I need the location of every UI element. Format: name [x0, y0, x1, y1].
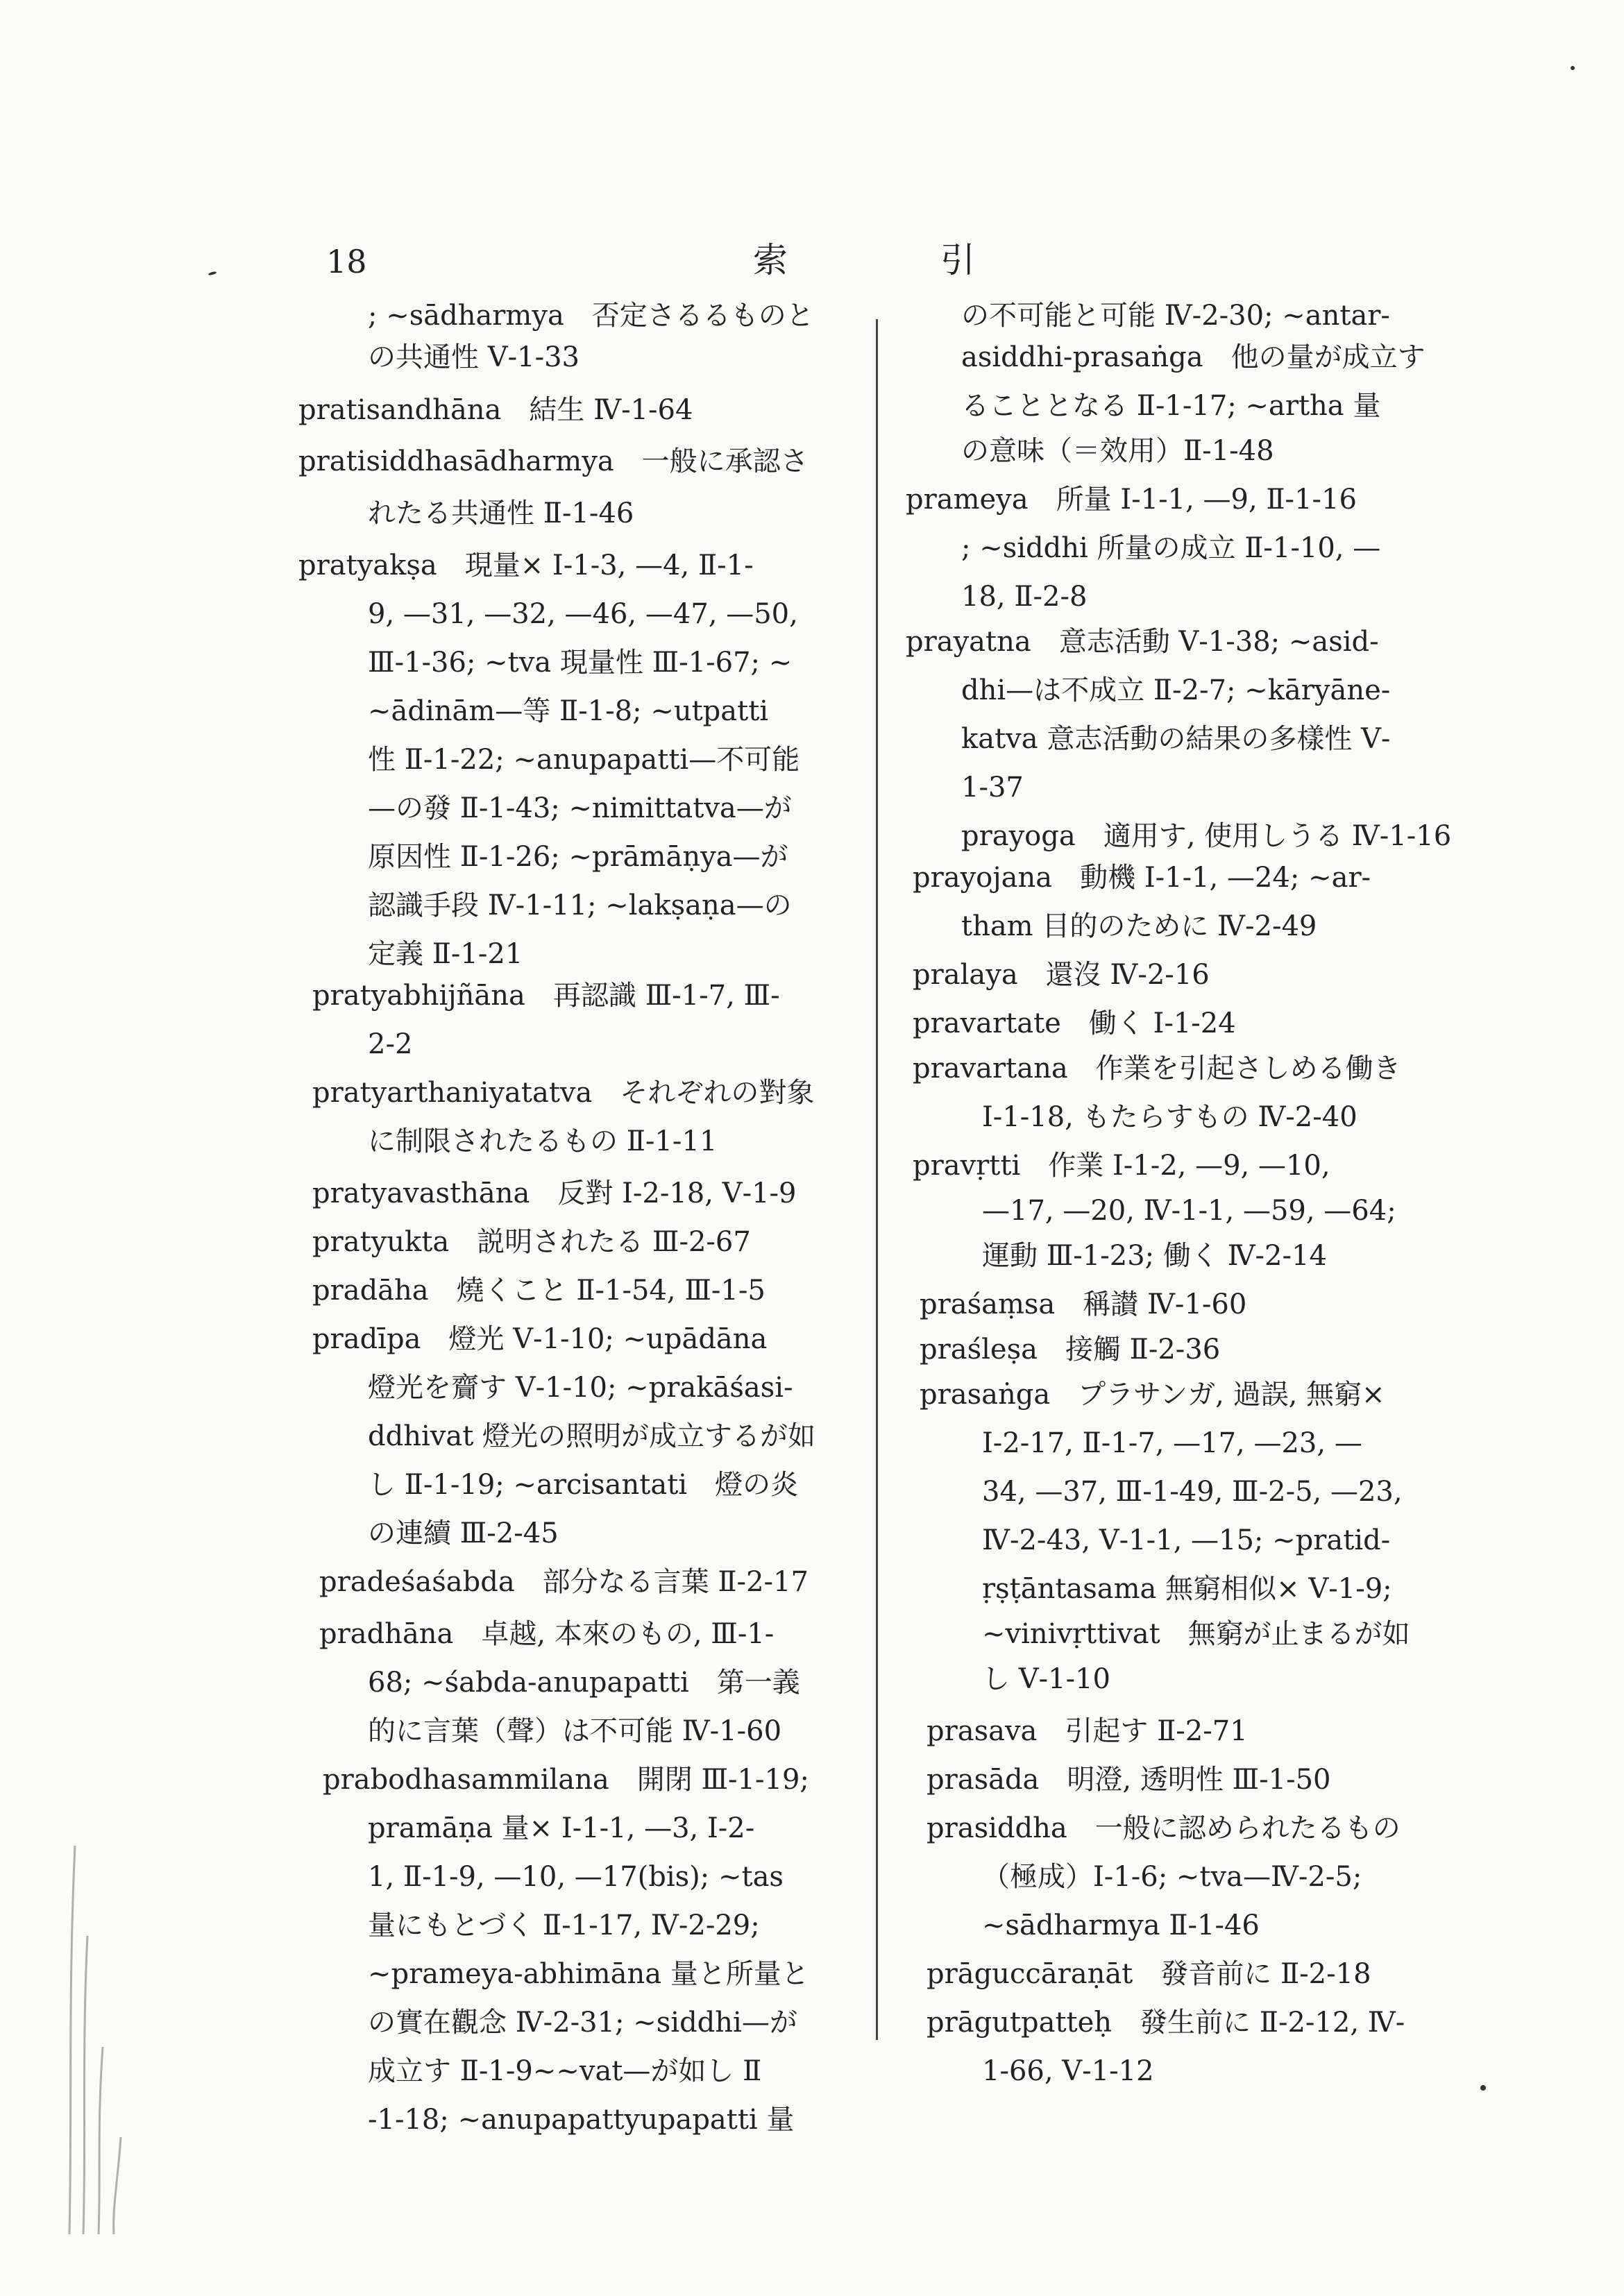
index-entry-line: 34, —37, Ⅲ-1-49, Ⅲ-2-5, —23, — [982, 1476, 1403, 1508]
index-entry-line: pratyakṣa 現量× Ⅰ-1-3, —4, Ⅱ-1- — [298, 550, 754, 581]
index-entry-line: pradhāna 卓越, 本來のもの, Ⅲ-1- — [319, 1618, 775, 1650]
index-entry-line: ることとなる Ⅱ-1-17; ~artha 量 — [961, 390, 1381, 422]
index-entry-line: tham 目的のために Ⅳ-2-49 — [961, 910, 1317, 942]
index-entry-line: 認識手段 Ⅳ-1-11; ~lakṣaṇa—の — [368, 890, 792, 921]
index-entry-line: prasāda 明澄, 透明性 Ⅲ-1-50 — [927, 1764, 1331, 1796]
index-entry-line: pratyukta 説明されたる Ⅲ-2-67 — [312, 1226, 751, 1258]
index-entry-line: Ⅰ-2-17, Ⅱ-1-7, —17, —23, — — [982, 1427, 1362, 1459]
index-entry-line: ṛṣṭāntasama 無窮相似× Ⅴ-1-9; — [982, 1573, 1392, 1605]
index-entry-line: ; ~sādharmya 否定さるるものと — [368, 300, 814, 332]
index-entry-line: pravṛtti 作業 Ⅰ-1-2, —9, —10, — [913, 1150, 1330, 1182]
scan-speck — [1571, 66, 1575, 70]
index-entry-line: prayojana 動機 Ⅰ-1-1, —24; ~ar- — [913, 862, 1371, 894]
index-entry-line: -1-18; ~anupapattyupapatti 量 — [368, 2104, 795, 2136]
index-entry-line: 68; ~śabda-anupapatti 第一義 — [368, 1667, 800, 1699]
index-entry-line: pramāṇa 量× Ⅰ-1-1, —3, Ⅰ-2- — [368, 1812, 755, 1844]
index-entry-line: Ⅲ-1-36; ~tva 現量性 Ⅲ-1-67; ~ — [368, 647, 793, 679]
index-entry-line: prayoga 適用す, 使用しうる Ⅳ-1-16 — [961, 820, 1452, 852]
index-entry-line: （極成）Ⅰ-1-6; ~tva—Ⅳ-2-5; — [982, 1861, 1362, 1893]
index-entry-line: 1, Ⅱ-1-9, —10, —17(bis); ~tas — [368, 1861, 784, 1893]
index-entry-line: prāgutpatteḥ 發生前に Ⅱ-2-12, Ⅳ- — [927, 2007, 1405, 2039]
index-entry-line: pratisiddhasādharmya 一般に承認さ — [298, 445, 809, 477]
page-number: 18 — [326, 243, 367, 280]
index-entry-line: ; ~siddhi 所量の成立 Ⅱ-1-10, — — [961, 532, 1381, 564]
index-entry-line: の連續 Ⅲ-2-45 — [368, 1517, 559, 1549]
scan-speck — [208, 271, 217, 276]
index-entry-line: —17, —20, Ⅳ-1-1, —59, —64; — [982, 1195, 1396, 1227]
index-entry-line: ~prameya-abhimāna 量と所量と — [368, 1958, 809, 1990]
index-entry-line: 2-2 — [368, 1028, 413, 1060]
index-entry-line: pradāha 燒くこと Ⅱ-1-54, Ⅲ-1-5 — [312, 1275, 766, 1307]
index-entry-line: pratyabhijñāna 再認識 Ⅲ-1-7, Ⅲ- — [312, 980, 780, 1012]
index-entry-line: praśleṣa 接觸 Ⅱ-2-36 — [920, 1334, 1221, 1366]
scan-binding-shadow — [62, 1818, 139, 2234]
index-entry-line: ddhivat 燈光の照明が成立するが如 — [368, 1420, 815, 1452]
index-entry-line: prayatna 意志活動 Ⅴ-1-38; ~asid- — [906, 626, 1379, 658]
index-entry-line: の共通性 Ⅴ-1-33 — [368, 341, 580, 373]
index-entry-line: prameya 所量 Ⅰ-1-1, —9, Ⅱ-1-16 — [906, 484, 1357, 516]
running-header-index: 索 — [753, 240, 788, 280]
index-entry-line: pratisandhāna 結生 Ⅳ-1-64 — [298, 394, 693, 426]
index-entry-line: 燈光を齎す Ⅴ-1-10; ~prakāśasi- — [368, 1372, 793, 1404]
index-entry-line: dhi—は不成立 Ⅱ-2-7; ~kāryāne- — [961, 674, 1391, 706]
index-entry-line: pravartana 作業を引起さしめる働き — [913, 1053, 1401, 1085]
index-entry-line: pratyarthaniyatatva それぞれの對象 — [312, 1077, 815, 1109]
index-entry-line: Ⅳ-2-43, Ⅴ-1-1, —15; ~pratid- — [982, 1524, 1391, 1556]
index-entry-line: pravartate 働く Ⅰ-1-24 — [913, 1007, 1236, 1039]
index-entry-line: pradeśaśabda 部分なる言葉 Ⅱ-2-17 — [319, 1566, 809, 1598]
index-entry-line: 成立す Ⅱ-1-9~~vat—が如し Ⅱ — [368, 2055, 762, 2087]
index-entry-line: 性 Ⅱ-1-22; ~anupapatti—不可能 — [368, 744, 800, 776]
index-entry-line: ~ādinām—等 Ⅱ-1-8; ~utpatti — [368, 695, 769, 727]
index-entry-line: ~vinivṛttivat 無窮が止まるが如 — [982, 1618, 1410, 1650]
index-entry-line: prabodhasammilana 開閉 Ⅲ-1-19; — [323, 1764, 809, 1796]
index-entry-line: 18, Ⅱ-2-8 — [961, 581, 1088, 613]
index-entry-line: 的に言葉（聲）は不可能 Ⅳ-1-60 — [368, 1715, 782, 1747]
index-entry-line: 原因性 Ⅱ-1-26; ~prāmāṇya—が — [368, 841, 788, 873]
index-entry-line: の實在觀念 Ⅳ-2-31; ~siddhi—が — [368, 2007, 797, 2039]
column-divider — [876, 319, 878, 2040]
index-entry-line: pratyavasthāna 反對 Ⅰ-2-18, Ⅴ-1-9 — [312, 1177, 797, 1209]
index-entry-line: し Ⅴ-1-10 — [982, 1663, 1110, 1695]
index-entry-line: katva 意志活動の結果の多樣性 Ⅴ- — [961, 723, 1391, 755]
index-entry-line: 定義 Ⅱ-1-21 — [368, 938, 523, 970]
index-entry-line: 1-66, Ⅴ-1-12 — [982, 2055, 1154, 2087]
index-entry-line: pralaya 還沒 Ⅳ-2-16 — [913, 959, 1210, 991]
index-entry-line: prasaṅga プラサンガ, 過誤, 無窮× — [920, 1379, 1385, 1411]
index-entry-line: 9, —31, —32, —46, —47, —50, — [368, 598, 798, 630]
index-entry-line: asiddhi-prasaṅga 他の量が成立す — [961, 341, 1426, 373]
index-entry-line: prasava 引起す Ⅱ-2-71 — [927, 1715, 1248, 1747]
index-entry-line: の不可能と可能 Ⅳ-2-30; ~antar- — [961, 300, 1390, 332]
index-entry-line: ~sādharmya Ⅱ-1-46 — [982, 1910, 1260, 1941]
index-entry-line: し Ⅱ-1-19; ~arcisantati 燈の炎 — [368, 1469, 799, 1501]
running-header-index-second: 引 — [940, 240, 975, 280]
index-entry-line: 量にもとづく Ⅱ-1-17, Ⅳ-2-29; — [368, 1910, 760, 1941]
index-entry-line: Ⅰ-1-18, もたらすもの Ⅳ-2-40 — [982, 1101, 1357, 1133]
index-entry-line: の意味（＝效用）Ⅱ-1-48 — [961, 435, 1274, 467]
index-entry-line: prasiddha 一般に認められたるもの — [927, 1812, 1401, 1844]
index-entry-line: 1-37 — [961, 772, 1024, 803]
index-entry-line: pradīpa 燈光 Ⅴ-1-10; ~upādāna — [312, 1323, 768, 1355]
index-entry-line: 運動 Ⅲ-1-23; 働く Ⅳ-2-14 — [982, 1240, 1327, 1272]
index-entry-line: praśaṃsa 稱讃 Ⅳ-1-60 — [920, 1289, 1247, 1320]
index-entry-line: —の發 Ⅱ-1-43; ~nimittatva—が — [368, 792, 792, 824]
index-entry-line: に制限されたるもの Ⅱ-1-11 — [368, 1125, 718, 1157]
index-entry-line: れたる共通性 Ⅱ-1-46 — [368, 498, 634, 529]
scan-speck — [1480, 2085, 1486, 2091]
index-entry-line: prāguccāraṇāt 發音前に Ⅱ-2-18 — [927, 1958, 1371, 1990]
